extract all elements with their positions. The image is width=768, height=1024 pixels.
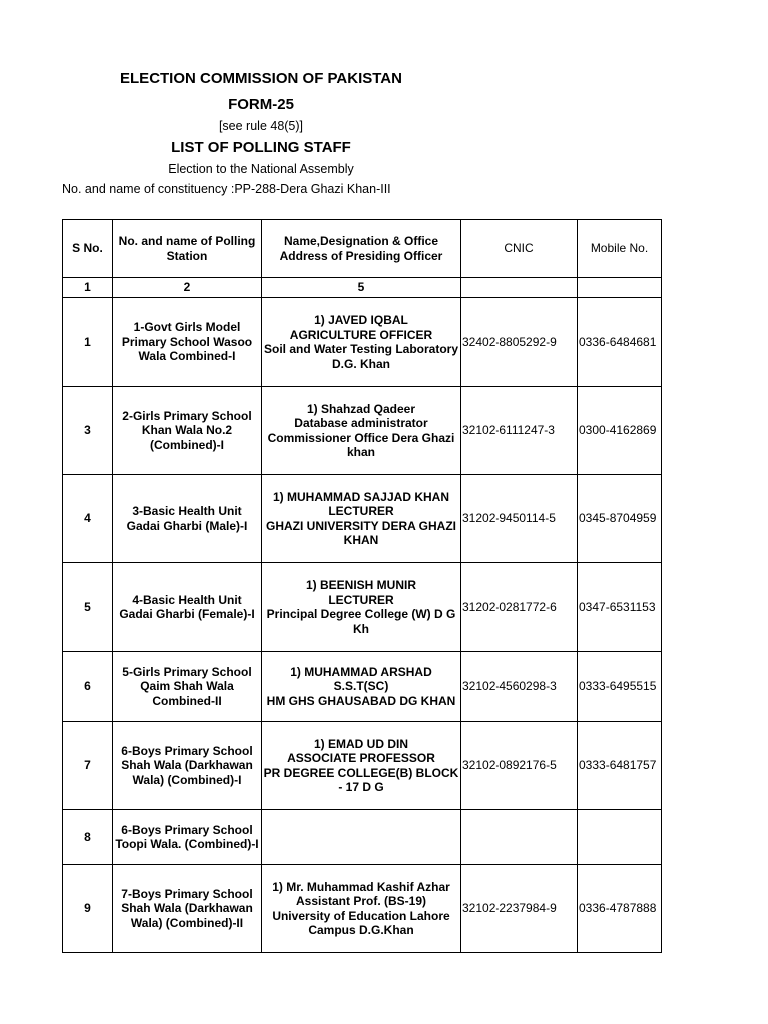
officer-detail-line: Assistant Prof. (BS-19) — [295, 894, 427, 908]
mobile-number-cell: 0333-6495515 — [578, 652, 662, 722]
officer-detail-line: AGRICULTURE OFFICER — [289, 327, 433, 342]
column-number: 2 — [113, 278, 262, 298]
column-number — [578, 278, 662, 298]
serial-number-cell: 4 — [63, 475, 113, 563]
presiding-officer-cell — [262, 865, 461, 953]
presiding-officer-cell — [262, 652, 461, 722]
presiding-officer-cell — [262, 298, 461, 387]
table-header-row — [63, 220, 662, 278]
officer-detail-line: LECTURER — [328, 592, 394, 607]
officer-detail-line: 1) BEENISH MUNIR — [305, 578, 416, 592]
officer-detail-line: Commissioner Office Dera Ghazi khan — [267, 430, 455, 459]
presiding-officer-cell — [262, 722, 461, 810]
column-header-sno: S No. — [63, 220, 113, 278]
rule-reference: [see rule 48(5)] — [218, 119, 304, 133]
officer-detail-line: ASSOCIATE PROFESSOR — [287, 751, 435, 765]
column-header-mobile: Mobile No. — [578, 220, 662, 278]
mobile-number-cell — [578, 810, 662, 865]
polling-station-cell: 7-Boys Primary School Shah Wala (Darkhawan Wala) (Combined)-II — [113, 865, 262, 953]
serial-number-cell: 3 — [63, 387, 113, 475]
table-row — [63, 722, 662, 810]
officer-detail-line: 1) Shahzad Qadeer — [306, 401, 416, 416]
table-row — [63, 810, 662, 865]
polling-station-cell: 3-Basic Health Unit Gadai Gharbi (Male)-I — [113, 475, 262, 563]
officer-detail-line: Principal Degree College (W) D G Kh — [266, 607, 456, 636]
polling-station-cell: 5-Girls Primary School Qaim Shah Wala Combined-II — [113, 652, 262, 722]
mobile-number-cell: 0300-4162869 — [578, 387, 662, 475]
column-header-polling-station: No. and name of Polling Station — [113, 220, 262, 278]
table-row — [63, 563, 662, 652]
list-title: LIST OF POLLING STAFF — [171, 139, 351, 156]
mobile-number-cell: 0336-4787888 — [578, 865, 662, 953]
officer-detail-line: S.S.T(SC) — [333, 679, 389, 694]
cnic-cell: 32402-8805292-9 — [461, 298, 578, 387]
table-row — [63, 652, 662, 722]
officer-detail-line: 1) EMAD UD DIN — [313, 736, 408, 751]
polling-station-cell: 4-Basic Health Unit Gadai Gharbi (Female)-I — [113, 563, 262, 652]
form-number: FORM-25 — [228, 96, 294, 113]
officer-detail-line: 1) JAVED IQBAL — [314, 313, 408, 327]
cnic-cell — [461, 810, 578, 865]
column-number-row — [63, 278, 662, 298]
officer-detail-line: Soil and Water Testing Laboratory — [263, 342, 459, 356]
organization-title: ELECTION COMMISSION OF PAKISTAN — [120, 70, 402, 87]
mobile-number-cell: 0347-6531153 — [578, 563, 662, 652]
column-header-cnic: CNIC — [461, 220, 578, 278]
serial-number-cell: 6 — [63, 652, 113, 722]
cnic-cell: 32102-2237984-9 — [461, 865, 578, 953]
officer-detail-line: Database administrator — [294, 416, 428, 430]
polling-staff-table — [62, 219, 662, 953]
polling-station-cell: 6-Boys Primary School Toopi Wala. (Combined)-I — [113, 810, 262, 865]
serial-number-cell: 9 — [63, 865, 113, 953]
cnic-cell: 32102-6111247-3 — [461, 387, 578, 475]
serial-number-cell: 8 — [63, 810, 113, 865]
mobile-number-cell: 0333-6481757 — [578, 722, 662, 810]
officer-detail-line: HM GHS GHAUSABAD DG KHAN — [266, 693, 456, 708]
constituency-line: No. and name of constituency :PP-288-Dera Ghazi Khan-III — [62, 182, 391, 196]
table-row — [63, 298, 662, 387]
cnic-cell: 31202-0281772-6 — [461, 563, 578, 652]
table-row — [63, 475, 662, 563]
officer-detail-line: University of Education Lahore Campus D.G.Khan — [272, 908, 450, 937]
officer-detail-line: 1) MUHAMMAD SAJJAD KHAN — [272, 489, 449, 504]
officer-detail-line: PR DEGREE COLLEGE(B) BLOCK - 17 D G — [263, 765, 459, 794]
table-row — [63, 387, 662, 475]
table-row — [63, 865, 662, 953]
column-number — [461, 278, 578, 298]
officer-detail-line: GHAZI UNIVERSITY DERA GHAZI KHAN — [265, 518, 456, 547]
officer-detail-line: D.G. Khan — [331, 356, 390, 371]
polling-station-cell: 6-Boys Primary School Shah Wala (Darkhawan Wala) (Combined)-I — [113, 722, 262, 810]
presiding-officer-cell — [262, 563, 461, 652]
table-body — [63, 298, 662, 953]
presiding-officer-cell — [262, 387, 461, 475]
officer-detail-line: 1) Mr. Muhammad Kashif Azhar — [272, 879, 450, 894]
officer-detail-line: LECTURER — [328, 504, 394, 518]
serial-number-cell: 7 — [63, 722, 113, 810]
polling-station-cell: 2-Girls Primary School Khan Wala No.2 (Combined)-I — [113, 387, 262, 475]
column-number: 1 — [63, 278, 113, 298]
presiding-officer-cell — [262, 475, 461, 563]
column-number: 5 — [262, 278, 461, 298]
cnic-cell: 31202-9450114-5 — [461, 475, 578, 563]
polling-station-cell: 1-Govt Girls Model Primary School Wasoo Wala Combined-I — [113, 298, 262, 387]
column-header-presiding-officer: Name,Designation & Office Address of Presiding Officer — [262, 220, 461, 278]
serial-number-cell: 1 — [63, 298, 113, 387]
serial-number-cell: 5 — [63, 563, 113, 652]
cnic-cell: 32102-4560298-3 — [461, 652, 578, 722]
mobile-number-cell: 0345-8704959 — [578, 475, 662, 563]
presiding-officer-cell — [262, 810, 461, 865]
mobile-number-cell: 0336-6484681 — [578, 298, 662, 387]
election-name: Election to the National Assembly — [168, 162, 354, 176]
cnic-cell: 32102-0892176-5 — [461, 722, 578, 810]
officer-detail-line: 1) MUHAMMAD ARSHAD — [290, 664, 432, 679]
